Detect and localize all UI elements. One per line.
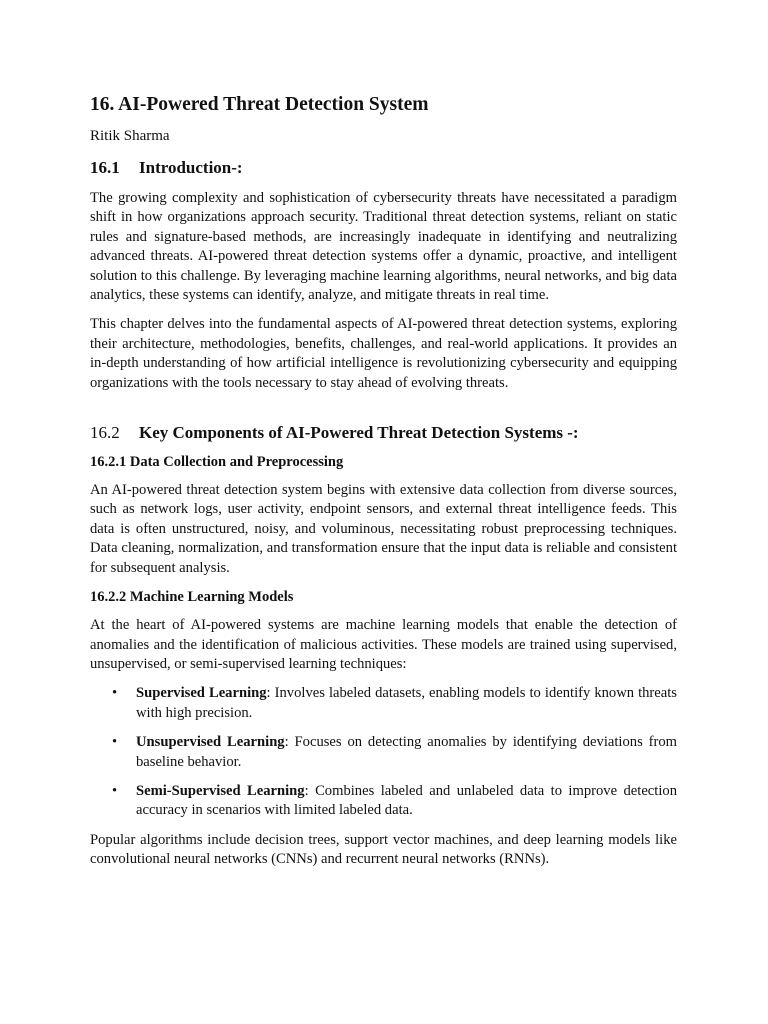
document-page xyxy=(90,92,677,880)
learning-types-list xyxy=(90,684,677,820)
list-item-text: : Combines labeled and unlabeled data to improve detection accuracy in scenarios with limited labeled data. xyxy=(136,782,677,819)
section-heading-key-components xyxy=(90,422,677,444)
list-item xyxy=(90,782,677,821)
list-item-text: : Involves labeled datasets, enabling models to identify known threats with high precision. xyxy=(136,685,677,721)
section-title: Key Components of AI-Powered Threat Detection Systems -: xyxy=(139,423,579,443)
data-collection-paragraph: An AI-powered threat detection system begins with extensive data collection from diverse sources, such as network logs, user activity, endpoint sensors, and external threat intelligence feeds. This data is often unstructured, noisy, and voluminous, necessitating robust preprocessing techniques. Data cleaning, normalization, and transformation ensure that the input data is reliable and consistent for subsequent analysis. xyxy=(90,482,677,576)
subsection-heading-ml-models: 16.2.2 Machine Learning Models xyxy=(90,589,294,606)
ml-models-closing-paragraph: Popular algorithms include decision trees, support vector machines, and deep learning models like convolutional neural networks (CNNs) and recurrent neural networks (RNNs). xyxy=(90,831,677,868)
intro-paragraph-1: The growing complexity and sophistication of cybersecurity threats have necessitated a paradigm shift in how organizations approach security. Traditional threat detection systems, reliant on static rules and signature-based methods, are increasingly inadequate in identifying and neutralizing advanced threats. AI-powered threat detection systems offer a dynamic, proactive, and intelligent solution to this challenge. By leveraging machine learning algorithms, neural networks, and big data analytics, these systems can identify, analyze, and mitigate threats in real time. xyxy=(90,190,677,304)
subsection-heading-data-collection: 16.2.1 Data Collection and Preprocessing xyxy=(90,454,344,471)
section-heading-introduction xyxy=(90,157,677,179)
section-number: 16.2 xyxy=(90,423,120,443)
author-name: Ritik Sharma xyxy=(90,128,170,144)
list-item-term: Unsupervised Learning xyxy=(136,734,285,751)
list-item xyxy=(90,684,677,723)
list-item xyxy=(90,733,677,772)
list-item-text: : Focuses on detecting anomalies by identifying deviations from baseline behavior. xyxy=(136,734,677,770)
intro-paragraph-2: This chapter delves into the fundamental aspects of AI-powered threat detection systems, exploring their architecture, methodologies, benefits, challenges, and real-world applications. It provides an in-depth understanding of how artificial intelligence is revolutionizing cybersecurity and equipping organizations with the tools necessary to stay ahead of evolving threats. xyxy=(90,316,677,391)
bullet-icon: • xyxy=(112,685,118,702)
chapter-title: 16. AI-Powered Threat Detection System xyxy=(90,94,429,115)
section-title: Introduction-: xyxy=(139,158,243,177)
section-number: 16.1 xyxy=(90,158,120,177)
ml-models-intro-paragraph: At the heart of AI-powered systems are machine learning models that enable the detection of anomalies and the identification of malicious activities. These models are trained using supervised, unsupervised, or semi-supervised learning techniques: xyxy=(90,617,677,672)
bullet-icon: • xyxy=(112,782,118,799)
list-item-term: Semi-Supervised Learning xyxy=(136,782,305,799)
bullet-icon: • xyxy=(112,734,118,751)
list-item-term: Supervised Learning xyxy=(136,685,267,702)
